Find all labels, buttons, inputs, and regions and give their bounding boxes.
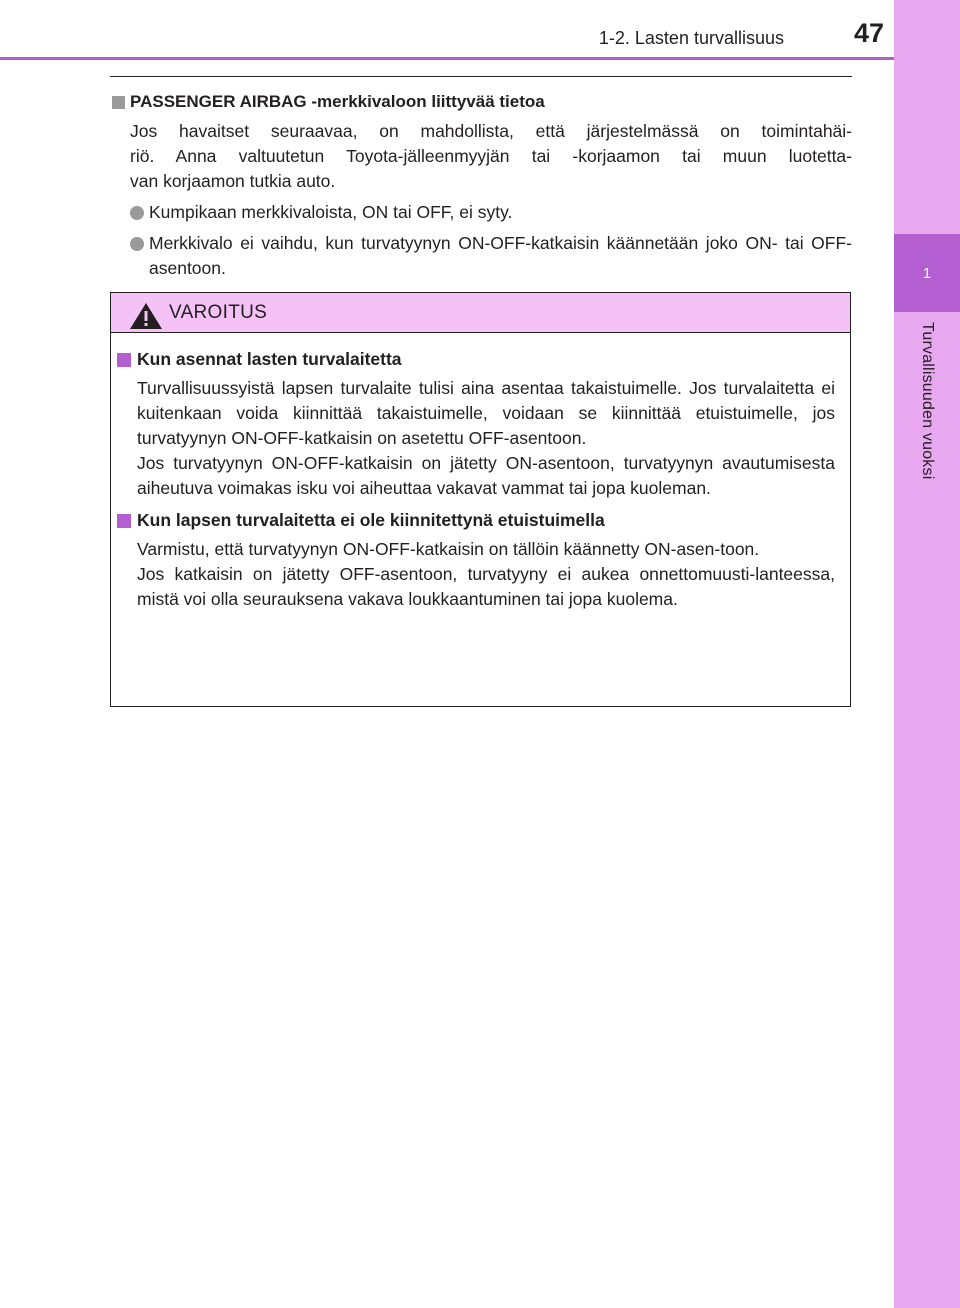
info-heading-text: PASSENGER AIRBAG -merkkivaloon liittyvää tietoa [130,92,545,111]
list-item-text: Kumpikaan merkkivaloista, ON tai OFF, ei syty. [149,202,513,222]
content-divider [110,76,852,77]
warning-item-heading [111,347,849,372]
warning-item-heading [111,508,849,533]
chapter-tab-label: Turvallisuuden vuoksi [919,322,936,480]
warning-item-heading-text: Kun asennat lasten turvalaitetta [137,349,402,369]
circle-bullet-icon [130,206,144,220]
warning-paragraph: Jos turvatyynyn ON-OFF-katkaisin on jätetty ON-asentoon, turvatyynyn avautumisesta aiheutuva voimakas isku voi aiheuttaa vakavat vammat tai jopa kuoleman. [137,453,835,498]
intro-line: van korjaamon tutkia auto. [130,171,336,191]
info-intro [110,119,852,194]
section-title: 1-2. Lasten turvallisuus [598,28,784,48]
list-item [110,231,852,281]
intro-line: riö. Anna valtuutetun Toyota-jälleenmyyjän tai -korjaamon tai muun luotetta- [130,146,852,166]
info-section [110,90,852,281]
warning-body [111,347,849,612]
list-item-text: Merkkivalo ei vaihdu, kun turvatyynyn ON-OFF-katkaisin käännetään joko ON- tai OFF-asentoon. [149,233,852,278]
info-heading [110,90,852,114]
warning-item-heading-text: Kun lapsen turvalaitetta ei ole kiinnitettynä etuistuimella [137,510,605,530]
side-tab-strip [894,0,960,1308]
warning-paragraph: Jos katkaisin on jätetty OFF-asentoon, turvatyyny ei aukea onnettomuusti-lanteessa, mistä voi olla seurauksena vakava loukkaantuminen tai jopa kuolema. [137,564,835,609]
header-rule [0,57,894,60]
chapter-tab-number: 1 [922,264,932,282]
warning-title: VAROITUS [169,302,268,323]
warning-header [111,293,850,333]
page-number: 47 [853,18,884,48]
warning-box [110,292,851,707]
square-bullet-icon [117,353,131,367]
circle-bullet-icon [130,237,144,251]
intro-line: Jos havaitset seuraavaa, on mahdollista, että järjestelmässä on toimintahäi- [130,121,852,141]
warning-paragraph: Turvallisuussyistä lapsen turvalaite tulisi aina asentaa takaistuimelle. Jos turvalaitetta ei kuitenkaan voida kiinnittää takaistuimelle, voidaan se kiinnittää etuistuimelle, jos turvatyynyn ON-OFF-katkaisin on asetettu OFF-asentoon. [137,378,835,448]
square-bullet-icon [112,96,125,109]
warning-triangle-icon [129,302,163,330]
warning-paragraph: Varmistu, että turvatyynyn ON-OFF-katkaisin on tällöin käännetty ON-asen-toon. [137,539,760,559]
square-bullet-icon [117,514,131,528]
chapter-tab-label-wrap [898,322,956,522]
list-item [110,200,852,225]
chapter-tab[interactable] [894,234,960,312]
